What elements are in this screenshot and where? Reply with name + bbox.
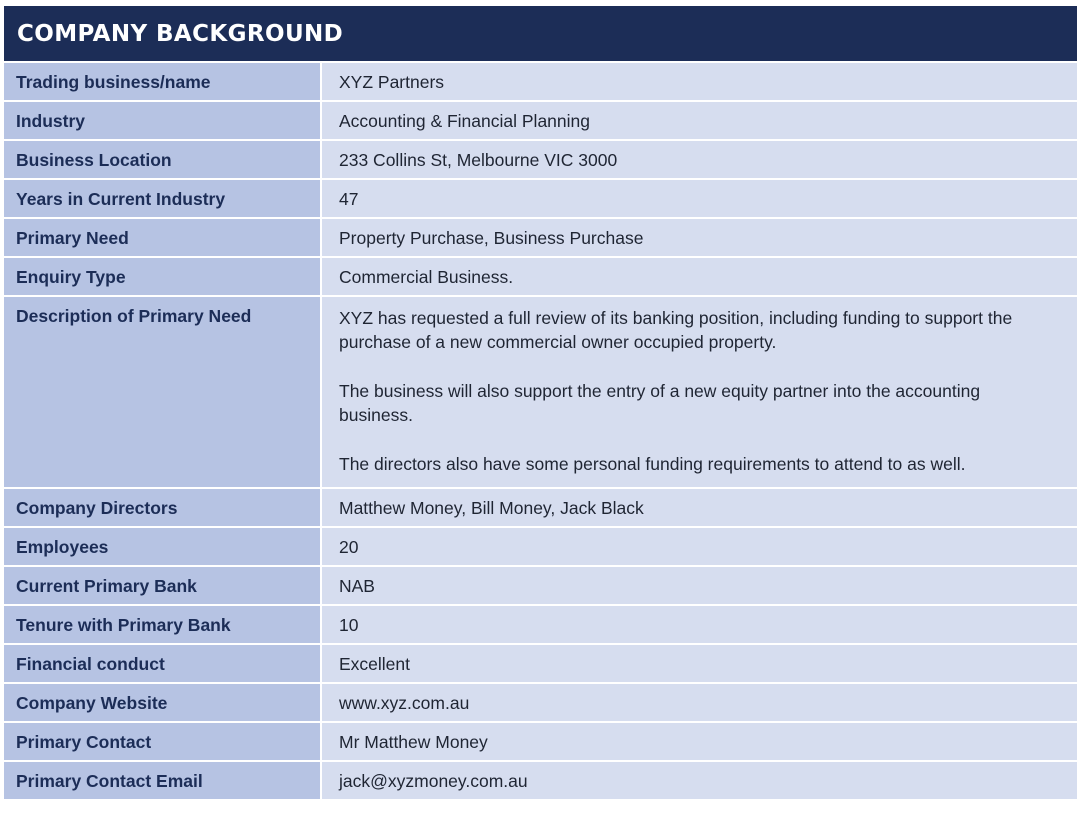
row-value-description-primary-need	[322, 297, 1077, 487]
row-value-primary-contact-email: jack@xyzmoney.com.au	[322, 762, 1077, 799]
row-value-trading-name: XYZ Partners	[322, 63, 1077, 100]
row-value-years-in-industry: 47	[322, 180, 1077, 217]
row-label-industry: Industry	[4, 102, 322, 139]
table-row	[4, 604, 1077, 643]
row-value-primary-need: Property Purchase, Business Purchase	[322, 219, 1077, 256]
row-label-primary-need: Primary Need	[4, 219, 322, 256]
row-label-business-location: Business Location	[4, 141, 322, 178]
row-value-industry: Accounting & Financial Planning	[322, 102, 1077, 139]
row-value-financial-conduct: Excellent	[322, 645, 1077, 682]
description-paragraph: The directors also have some personal funding requirements to attend to as well.	[339, 454, 966, 474]
table-row	[4, 760, 1077, 799]
row-label-company-website: Company Website	[4, 684, 322, 721]
table-row	[4, 682, 1077, 721]
table-row	[4, 61, 1077, 100]
row-value-tenure-primary-bank: 10	[322, 606, 1077, 643]
row-label-primary-contact-email: Primary Contact Email	[4, 762, 322, 799]
table-header: COMPANY BACKGROUND	[4, 6, 1077, 61]
table-row	[4, 256, 1077, 295]
row-label-enquiry-type: Enquiry Type	[4, 258, 322, 295]
row-label-tenure-primary-bank: Tenure with Primary Bank	[4, 606, 322, 643]
row-label-description-primary-need: Description of Primary Need	[4, 297, 322, 487]
row-value-current-primary-bank: NAB	[322, 567, 1077, 604]
table-row	[4, 178, 1077, 217]
row-value-enquiry-type: Commercial Business.	[322, 258, 1077, 295]
table-row	[4, 526, 1077, 565]
table-row	[4, 295, 1077, 487]
table-row	[4, 487, 1077, 526]
table-row	[4, 139, 1077, 178]
row-value-primary-contact: Mr Matthew Money	[322, 723, 1077, 760]
table-row	[4, 721, 1077, 760]
row-label-company-directors: Company Directors	[4, 489, 322, 526]
row-label-trading-name: Trading business/name	[4, 63, 322, 100]
row-value-employees: 20	[322, 528, 1077, 565]
description-paragraph: The business will also support the entry of a new equity partner into the accounting business.	[339, 381, 981, 425]
row-label-current-primary-bank: Current Primary Bank	[4, 567, 322, 604]
table-row	[4, 100, 1077, 139]
description-paragraph: XYZ has requested a full review of its banking position, including funding to support the purchase of a new commercial owner occupied property.	[339, 308, 1013, 352]
row-label-years-in-industry: Years in Current Industry	[4, 180, 322, 217]
table-row	[4, 217, 1077, 256]
table-row	[4, 565, 1077, 604]
row-label-employees: Employees	[4, 528, 322, 565]
row-label-primary-contact: Primary Contact	[4, 723, 322, 760]
row-value-business-location: 233 Collins St, Melbourne VIC 3000	[322, 141, 1077, 178]
row-label-financial-conduct: Financial conduct	[4, 645, 322, 682]
table-row	[4, 643, 1077, 682]
row-value-company-website: www.xyz.com.au	[322, 684, 1077, 721]
company-background-table	[4, 6, 1077, 799]
row-value-company-directors: Matthew Money, Bill Money, Jack Black	[322, 489, 1077, 526]
